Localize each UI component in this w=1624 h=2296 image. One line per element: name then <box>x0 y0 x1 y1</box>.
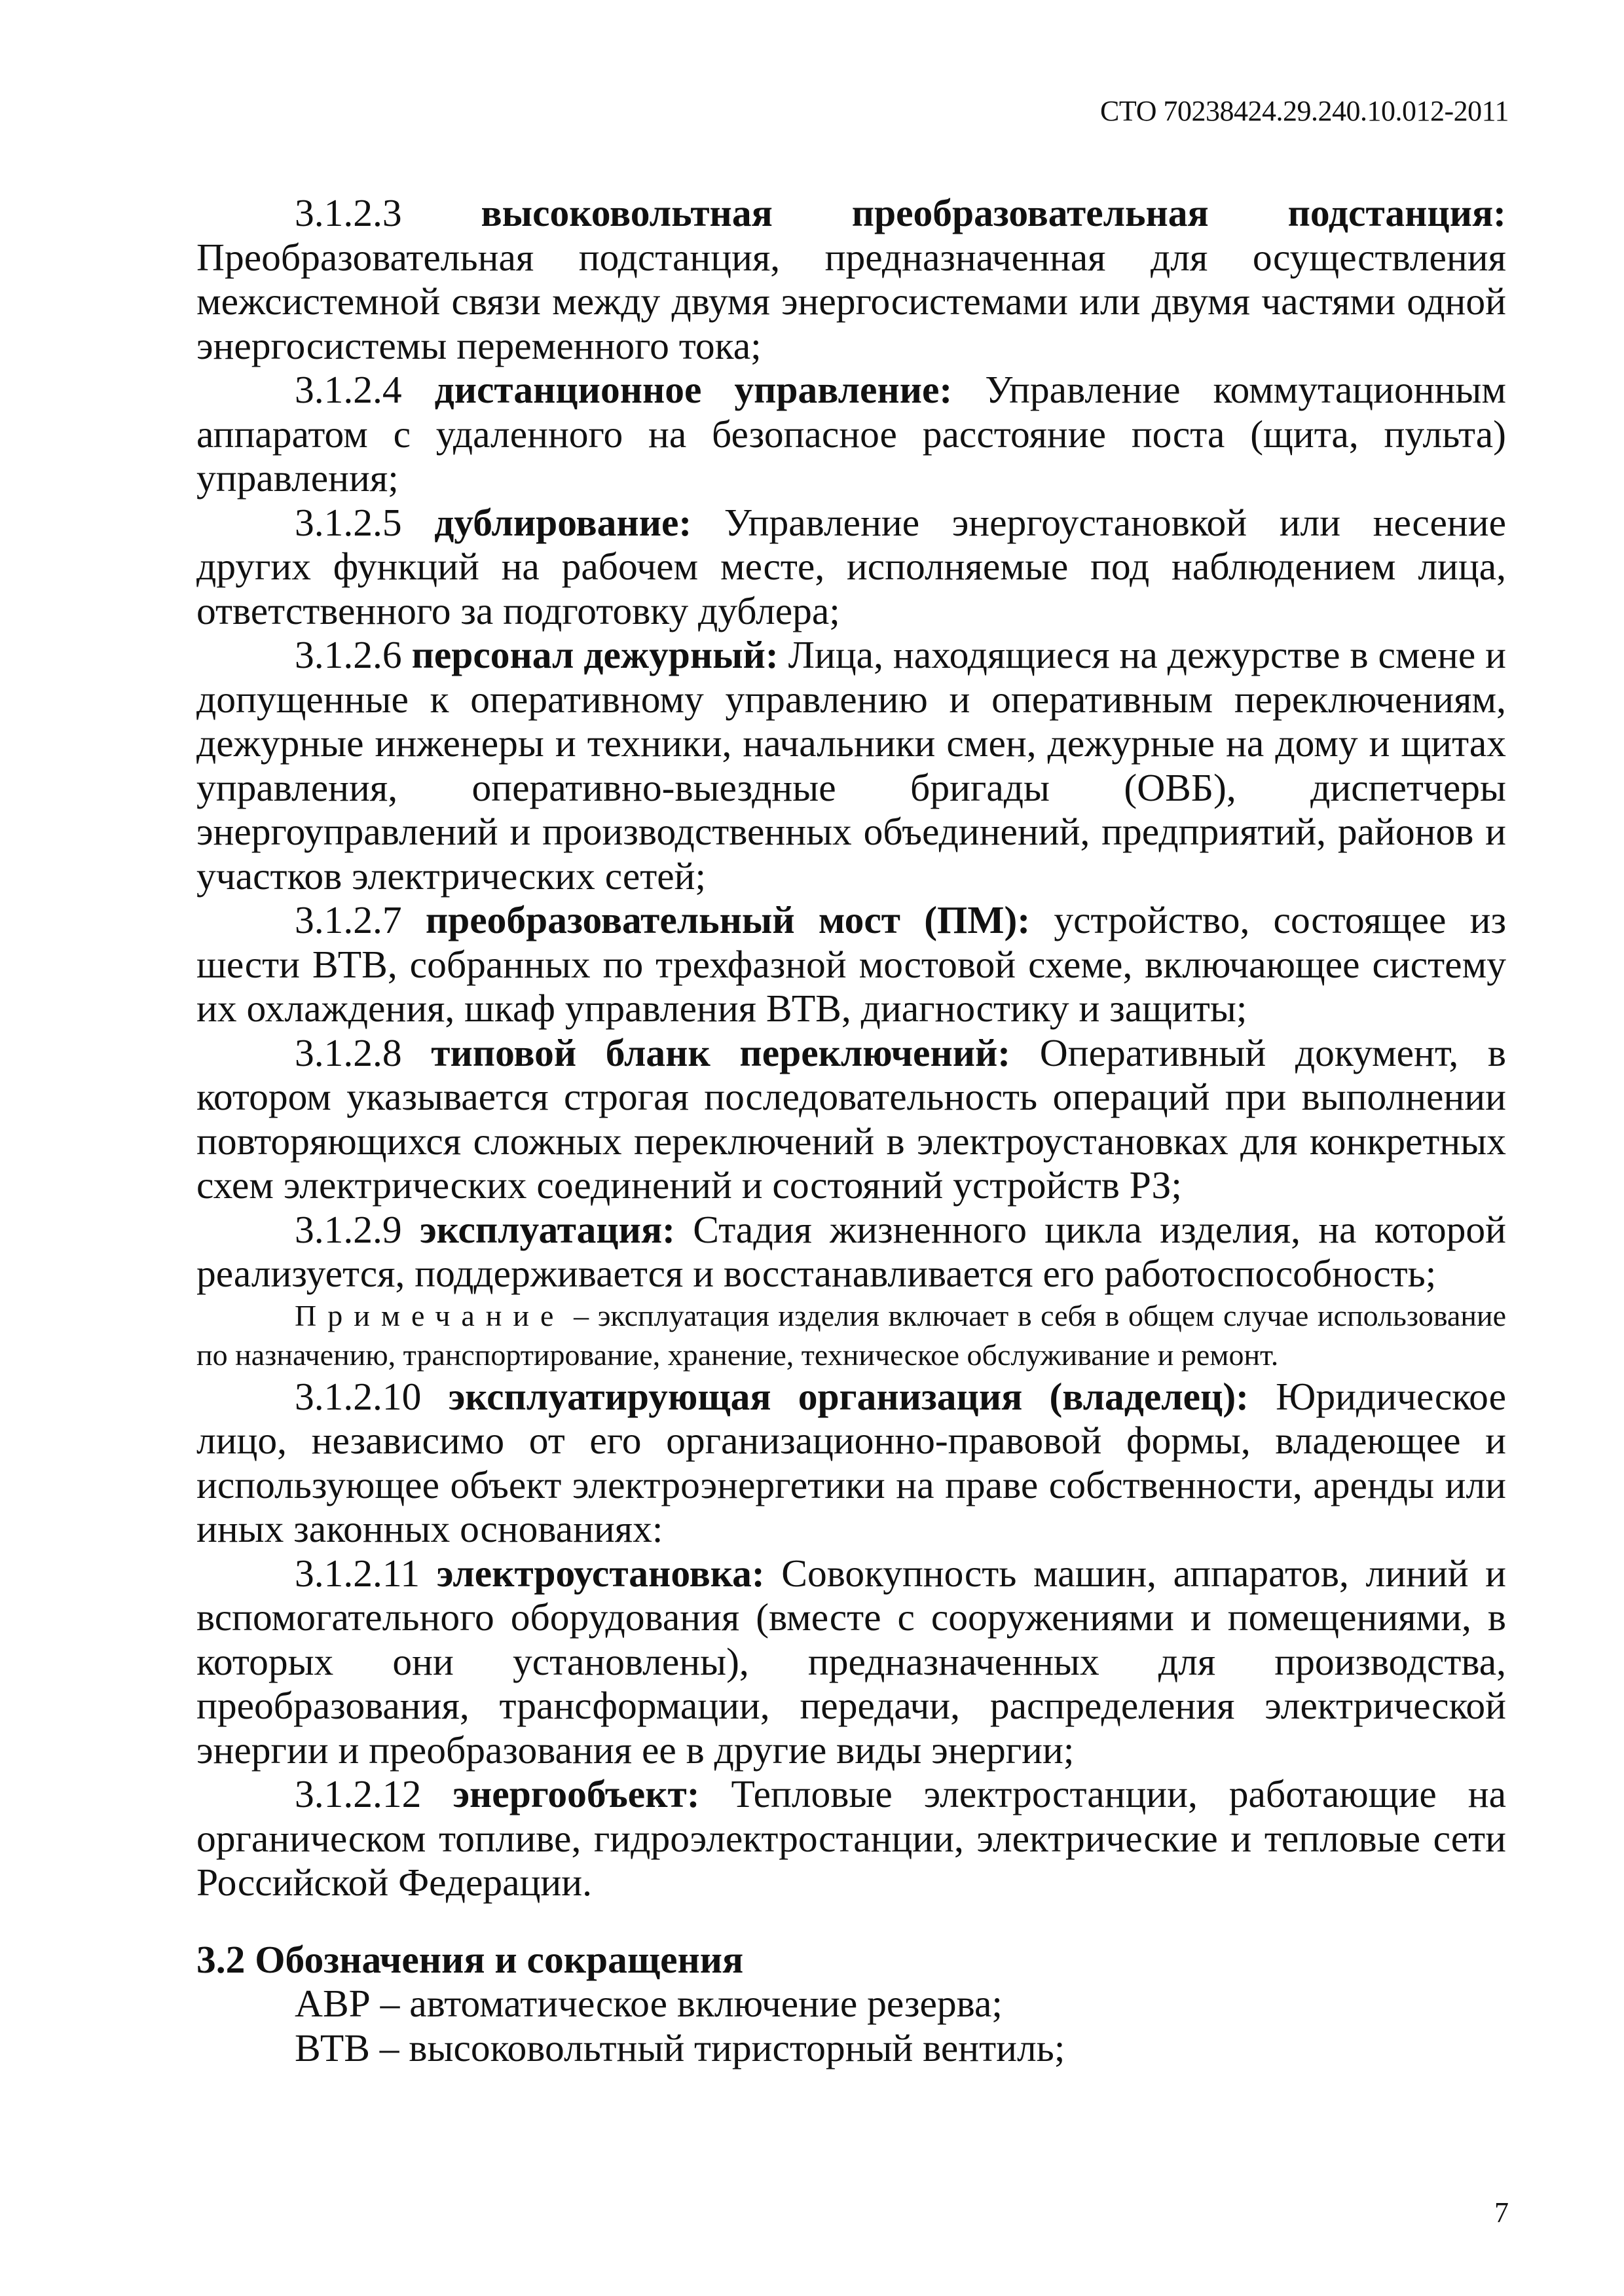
note-label: Примечание <box>295 1298 565 1332</box>
definition-number: 3.1.2.12 <box>295 1772 422 1815</box>
definition-number: 3.1.2.9 <box>295 1207 402 1251</box>
definition-term: преобразовательный мост (ПМ): <box>425 898 1031 941</box>
note <box>196 1296 1506 1375</box>
definition-term: энергообъект: <box>452 1772 700 1815</box>
definition-3-1-2-4 <box>196 368 1506 501</box>
definition-number: 3.1.2.5 <box>295 500 402 544</box>
definition-3-1-2-12 <box>196 1772 1506 1905</box>
definition-text: Лица, находящиеся на дежурстве в смене и допущенные к оперативному управлению и оперативным переключениям, дежурные инженеры и техники, начальники смен, дежурные на дому и щитах управления, оперативно-выездные бригады (ОВБ), диспетчеры энергоуправлений и производственных объединений, предприятий, районов и участков электрических сетей; <box>196 633 1507 898</box>
definition-3-1-2-3 <box>196 191 1506 368</box>
definition-text: Управление энергоустановкой или несение других функций на рабочем месте, исполняемые под наблюдением лица, ответственного за подготовку дублера; <box>196 500 1506 632</box>
definition-number: 3.1.2.8 <box>295 1030 402 1074</box>
definition-number: 3.1.2.6 <box>295 633 402 676</box>
definition-number: 3.1.2.3 <box>295 191 402 234</box>
abbreviation-avr: АВР – автоматическое включение резерва; <box>295 1982 1003 2025</box>
abbreviation-vtv: ВТВ – высоковольтный тиристорный вентиль; <box>295 2026 1065 2069</box>
definition-number: 3.1.2.11 <box>295 1551 420 1595</box>
page-content <box>196 191 1506 2070</box>
definition-3-1-2-9 <box>196 1208 1506 1296</box>
definition-term: персонал дежурный: <box>411 633 779 676</box>
definition-3-1-2-6 <box>196 633 1506 898</box>
note-text: – эксплуатация изделия включает в себя в общем случае использование по назначению, транспортирование, хранение, техническое обслуживание и ремонт. <box>196 1298 1506 1372</box>
definition-text: Тепловые электростанции, работающие на органическом топливе, гидроэлектростанции, электрические и тепловые сети Российской Федерации. <box>196 1772 1507 1904</box>
definition-term: эксплуатирующая организация (владелец): <box>448 1374 1249 1418</box>
page-number: 7 <box>1494 2196 1509 2229</box>
definition-term: электроустановка: <box>436 1551 765 1595</box>
definition-term: дистанционное управление: <box>434 368 953 411</box>
definition-3-1-2-10 <box>196 1375 1506 1552</box>
definition-number: 3.1.2.4 <box>295 368 402 411</box>
definition-3-1-2-8 <box>196 1031 1506 1208</box>
definition-term: дублирование: <box>434 500 692 544</box>
definition-text: Совокупность машин, аппаратов, линий и вспомогательного оборудования (вместе с сооружениями и помещениями, в которых они установлены), предназначенных для производства, преобразования, трансформации, передачи, распределения электрической энергии и преобразования ее в другие виды энергии; <box>196 1551 1506 1772</box>
definition-3-1-2-5 <box>196 501 1506 634</box>
definition-text: Юридическое лицо, независимо от его организационно-правовой формы, владеющее и использующее объект электроэнергетики на праве собственности, аренды или иных законных основаниях: <box>196 1374 1507 1550</box>
definition-number: 3.1.2.10 <box>295 1374 422 1418</box>
definition-text: Оперативный документ, в котором указывается строгая последовательность операций при выполнении повторяющихся сложных переключений в электроустановках для конкретных схем электрических соединений и состояний устройств РЗ; <box>196 1030 1507 1207</box>
definition-term: типовой бланк переключений: <box>431 1030 1011 1074</box>
definition-text: Управление коммутационным аппаратом с удаленного на безопасное расстояние поста (щита, пульта) управления; <box>196 368 1507 500</box>
definition-text: Стадия жизненного цикла изделия, на которой реализуется, поддерживается и восстанавливается его работоспособность; <box>196 1207 1507 1295</box>
definition-term: высоковольтная преобразовательная подстанция: <box>481 191 1506 234</box>
definition-text: устройство, состоящее из шести ВТВ, собранных по трехфазной мостовой схеме, включающее систему их охлаждения, шкаф управления ВТВ, диагностику и защиты; <box>196 898 1507 1030</box>
definition-3-1-2-7 <box>196 898 1506 1031</box>
definition-3-1-2-11 <box>196 1552 1506 1773</box>
definition-text: Преобразовательная подстанция, предназначенная для осуществления межсистемной связи между двумя энергосистемами или двумя частями одной энергосистемы переменного тока; <box>196 235 1506 367</box>
definition-term: эксплуатация: <box>419 1207 675 1251</box>
section-title: 3.2 Обозначения и сокращения <box>196 1937 744 1981</box>
document-code: СТО 70238424.29.240.10.012-2011 <box>1100 95 1509 127</box>
definition-number: 3.1.2.7 <box>295 898 402 941</box>
